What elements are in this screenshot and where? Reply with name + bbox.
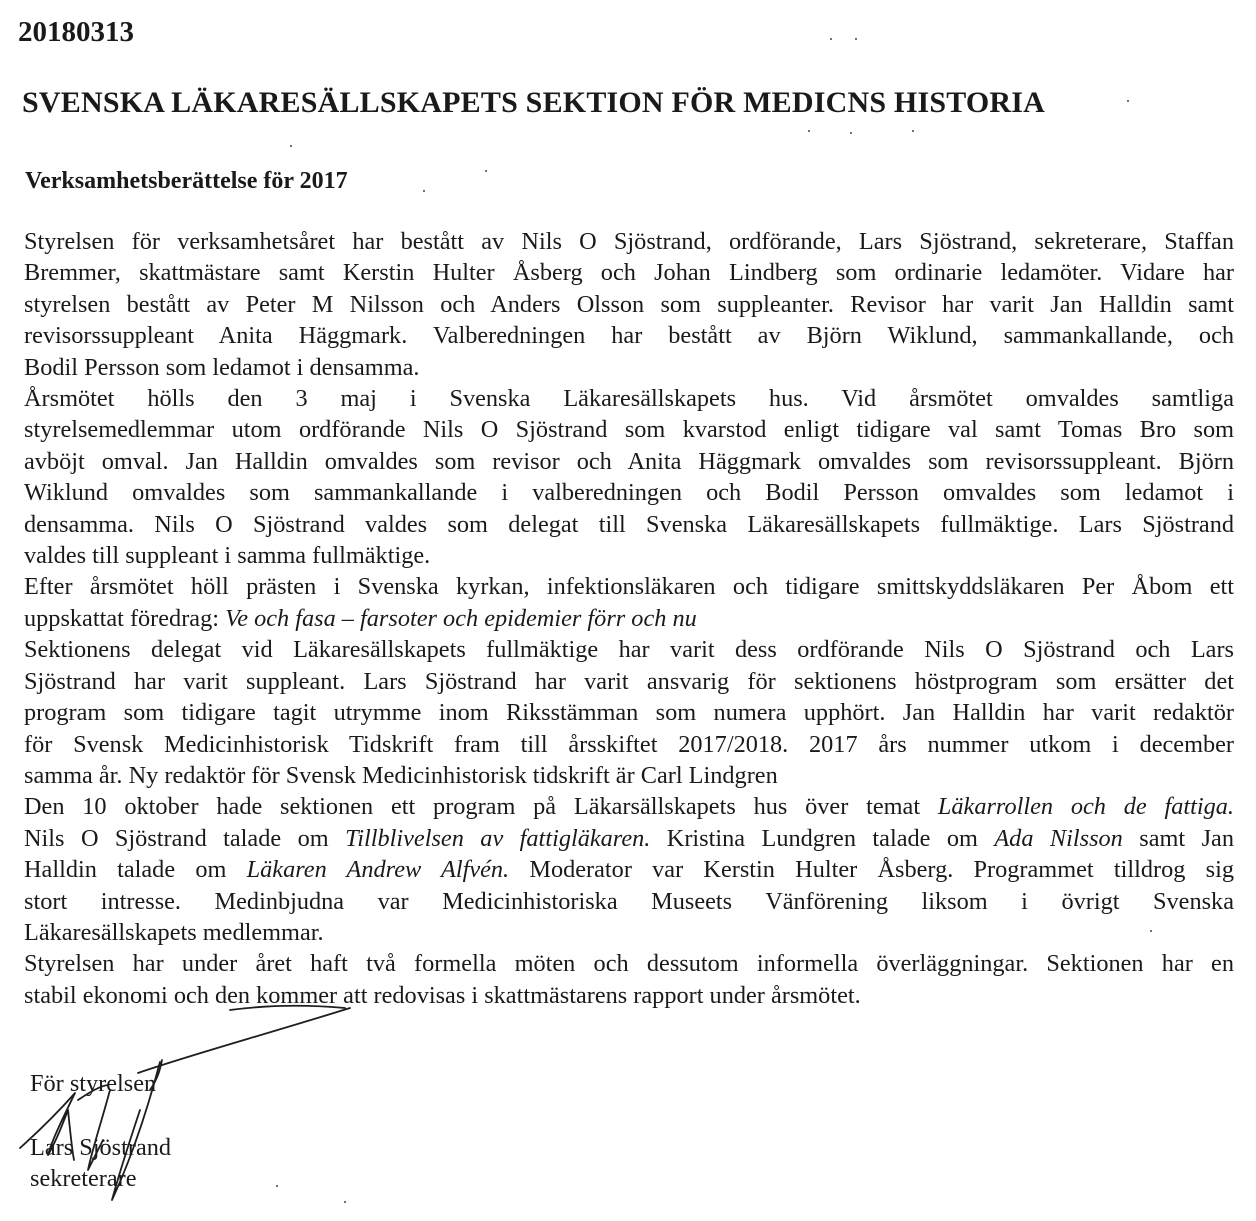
talk-title: Tillblivelsen av fattigläkaren. <box>345 824 651 852</box>
text-line: Sektionens delegat vid Läkaresällskapets fullmäktige har varit dess ordförande Nils O Sjöstrand och Lars <box>24 636 1234 664</box>
program-theme: Läkarrollen och de fattiga. <box>937 793 1234 821</box>
scan-speck <box>1150 930 1152 932</box>
scan-speck <box>344 1201 346 1203</box>
text-line: Bodil Persson som ledamot i densamma. <box>24 353 420 381</box>
text-line: revisorssuppleant Anita Häggmark. Valberedningen har bestått av Björn Wiklund, sammankallande, och <box>24 322 1234 350</box>
scan-speck <box>855 38 857 40</box>
text-line: Läkaresällskapets medlemmar. <box>24 918 324 946</box>
paragraph-delegate-journal <box>24 634 1234 791</box>
text-line: densamma. Nils O Sjöstrand valdes som delegat till Svenska Läkaresällskapets fullmäktige. Lars Sjöstrand <box>24 510 1234 538</box>
text-line: Årsmötet hölls den 3 maj i Svenska Läkaresällskapets hus. Vid årsmötet omvaldes samtliga <box>24 385 1234 413</box>
text-span: Kristina Lundgren talade om <box>650 824 995 852</box>
text-line: styrelsen bestått av Peter M Nilsson och Anders Olsson som suppleanter. Revisor har varit Jan Halldin samt <box>24 290 1234 318</box>
text-line: för Svensk Medicinhistorisk Tidskrift fram till årsskiftet 2017/2018. 2017 års nummer utkom i december <box>24 730 1234 758</box>
scan-speck <box>423 190 425 192</box>
text-line <box>24 854 1234 885</box>
text-line <box>24 823 1234 854</box>
text-line: Efter årsmötet höll prästen i Svenska kyrkan, infektionsläkaren och tidigare smittskyddsläkaren Per Åbom ett <box>24 573 1234 601</box>
signer-role: sekreterare <box>30 1165 137 1192</box>
text-span: samt Jan <box>1122 824 1234 852</box>
document-subtitle: Verksamhetsberättelse för 2017 <box>25 168 348 194</box>
paragraph-annual-meeting <box>24 383 1234 571</box>
text-line <box>24 603 1234 634</box>
scan-speck <box>850 132 852 134</box>
document-title: SVENSKA LÄKARESÄLLSKAPETS SEKTION FÖR MEDICNS HISTORIA <box>22 86 1046 119</box>
lecture-title: Ve och fasa – farsoter och epidemier förr och nu <box>225 604 697 632</box>
text-line: styrelsemedlemmar utom ordförande Nils O Sjöstrand som kvarstod enligt tidigare val samt Tomas Bro som <box>24 416 1234 444</box>
document-body <box>24 226 1234 1011</box>
talk-title: Läkaren Andrew Alfvén. <box>246 856 510 884</box>
scan-speck <box>808 130 810 132</box>
document-date: 20180313 <box>18 16 134 48</box>
scan-speck <box>290 145 292 147</box>
text-span: Halldin talade om <box>24 856 247 884</box>
paragraph-board <box>24 226 1234 383</box>
text-line: Sjöstrand har varit suppleant. Lars Sjöstrand har varit ansvarig för sektionens höstprogram som ersätter det <box>24 667 1234 695</box>
text-line: program som tidigare tagit utrymme inom Riksstämman som numera upphört. Jan Halldin har varit redaktör <box>24 699 1234 727</box>
text-line: Styrelsen har under året haft två formella möten och dessutom informella överläggningar. Sektionen har en <box>24 950 1234 978</box>
text-line: Styrelsen för verksamhetsåret har bestått av Nils O Sjöstrand, ordförande, Lars Sjöstrand, sekreterare, Staffan <box>24 228 1234 255</box>
closing-line: För styrelsen <box>30 1070 157 1097</box>
text-span: Nils O Sjöstrand talade om <box>24 824 346 852</box>
text-line: avböjt omval. Jan Halldin omvaldes som revisor och Anita Häggmark omvaldes som revisorssuppleant. Björn <box>24 447 1234 475</box>
text-line: stort intresse. Medinbjudna var Medicinhistoriska Museets Vänförening liksom i övrigt Svenska <box>24 887 1234 915</box>
paragraph-october-program <box>24 791 1234 948</box>
text-span: uppskattat föredrag: <box>24 604 226 632</box>
text-line <box>24 791 1234 822</box>
signer-name: Lars Sjöstrand <box>30 1134 172 1161</box>
paragraph-meetings-economy <box>24 948 1234 1011</box>
scan-speck <box>830 38 832 40</box>
paragraph-lecture <box>24 571 1234 634</box>
text-span: Moderator var Kerstin Hulter Åsberg. Programmet tilldrog sig <box>509 856 1235 884</box>
text-line: stabil ekonomi och den kommer att redovisas i skattmästarens rapport under årsmötet. <box>24 981 861 1009</box>
text-span: Den 10 oktober hade sektionen ett program på Läkarsällskapets hus över temat <box>24 793 938 821</box>
scan-speck <box>485 170 487 172</box>
text-line: Bremmer, skattmästare samt Kerstin Hulter Åsberg och Johan Lindberg som ordinarie ledamöter. Vidare har <box>24 259 1234 287</box>
scan-speck <box>912 130 914 132</box>
scan-speck <box>1127 100 1129 102</box>
text-line: Wiklund omvaldes som sammankallande i valberedningen och Bodil Persson omvaldes som ledamot i <box>24 479 1234 507</box>
text-line: samma år. Ny redaktör för Svensk Medicinhistorisk tidskrift är Carl Lindgren <box>24 761 778 789</box>
text-line: valdes till suppleant i samma fullmäktige. <box>24 542 431 570</box>
talk-title: Ada Nilsson <box>994 824 1123 852</box>
scan-speck <box>276 1185 278 1187</box>
